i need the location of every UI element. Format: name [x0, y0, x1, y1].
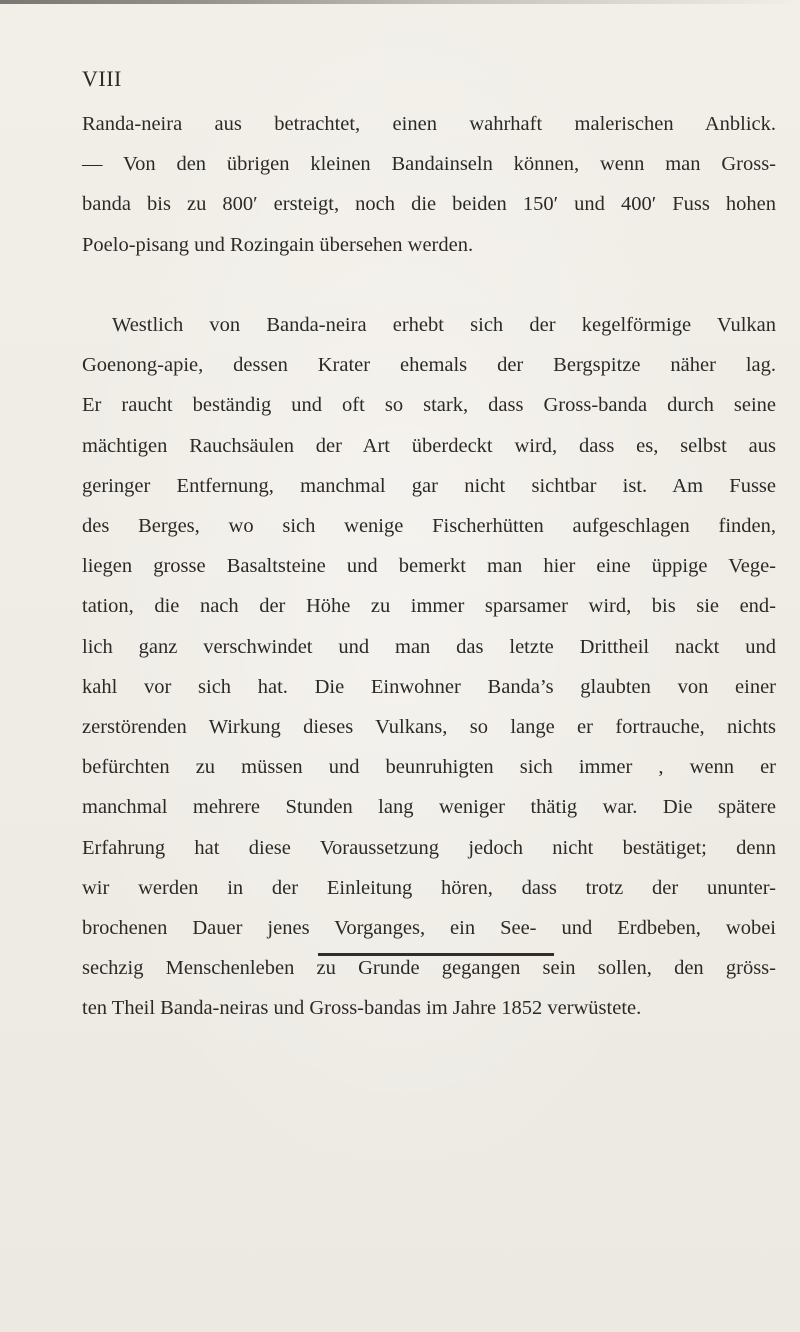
text-line: Poelo-pisang und Rozingain übersehen werden.: [82, 233, 474, 256]
text-line: Erfahrung hat diese Voraussetzung jedoch nicht bestätiget; denn: [82, 836, 776, 859]
text-line: lich ganz verschwindet und man das letzte Drittheil nackt und: [82, 635, 776, 658]
text-line: ten Theil Banda-neiras und Gross-bandas im Jahre 1852 verwüstete.: [82, 997, 642, 1020]
text-line: Westlich von Banda-neira erhebt sich der kegelförmige Vulkan: [112, 314, 776, 336]
text-line: zerstörenden Wirkung dieses Vulkans, so lange er fortrauche, nichts: [82, 716, 776, 739]
section-end-rule: [318, 953, 554, 956]
text-line: kahl vor sich hat. Die Einwohner Banda’s glaubten von einer: [82, 675, 776, 698]
text-line: des Berges, wo sich wenige Fischerhütten aufgeschlagen finden,: [82, 515, 776, 538]
top-edge-rule: [0, 0, 800, 4]
paragraph-1: [82, 104, 776, 265]
text-line: Goenong-apie, dessen Krater ehemals der Bergspitze näher lag.: [82, 354, 776, 377]
text-line: liegen grosse Basaltsteine und bemerkt man hier eine üppige Vege-: [82, 555, 776, 578]
text-line: brochenen Dauer jenes Vorganges, ein See- und Erdbeben, wobei: [82, 917, 776, 940]
text-line: banda bis zu 800′ ersteigt, noch die beiden 150′ und 400′ Fuss hohen: [82, 193, 776, 216]
text-line: tation, die nach der Höhe zu immer sparsamer wird, bis sie end-: [82, 595, 776, 618]
text-line: Randa-neira aus betrachtet, einen wahrhaft malerischen Anblick.: [82, 113, 776, 135]
paragraph-2: [82, 305, 776, 1029]
page-number: VIII: [82, 66, 122, 91]
text-line: Er raucht beständig und oft so stark, dass Gross-banda durch seine: [82, 394, 776, 417]
text-line: befürchten zu müssen und beunruhigten sich immer , wenn er: [82, 756, 776, 779]
body-text: [82, 104, 776, 1029]
text-line: sechzig Menschenleben zu Grunde gegangen sein sollen, den gröss-: [82, 957, 776, 980]
text-line: geringer Entfernung, manchmal gar nicht sichtbar ist. Am Fusse: [82, 474, 776, 497]
text-line: manchmal mehrere Stunden lang weniger thätig war. Die spätere: [82, 796, 776, 819]
text-line: mächtigen Rauchsäulen der Art überdeckt wird, dass es, selbst aus: [82, 434, 776, 457]
text-line: wir werden in der Einleitung hören, dass trotz der ununter-: [82, 876, 776, 899]
text-line: — Von den übrigen kleinen Bandainseln können, wenn man Gross-: [82, 153, 776, 176]
